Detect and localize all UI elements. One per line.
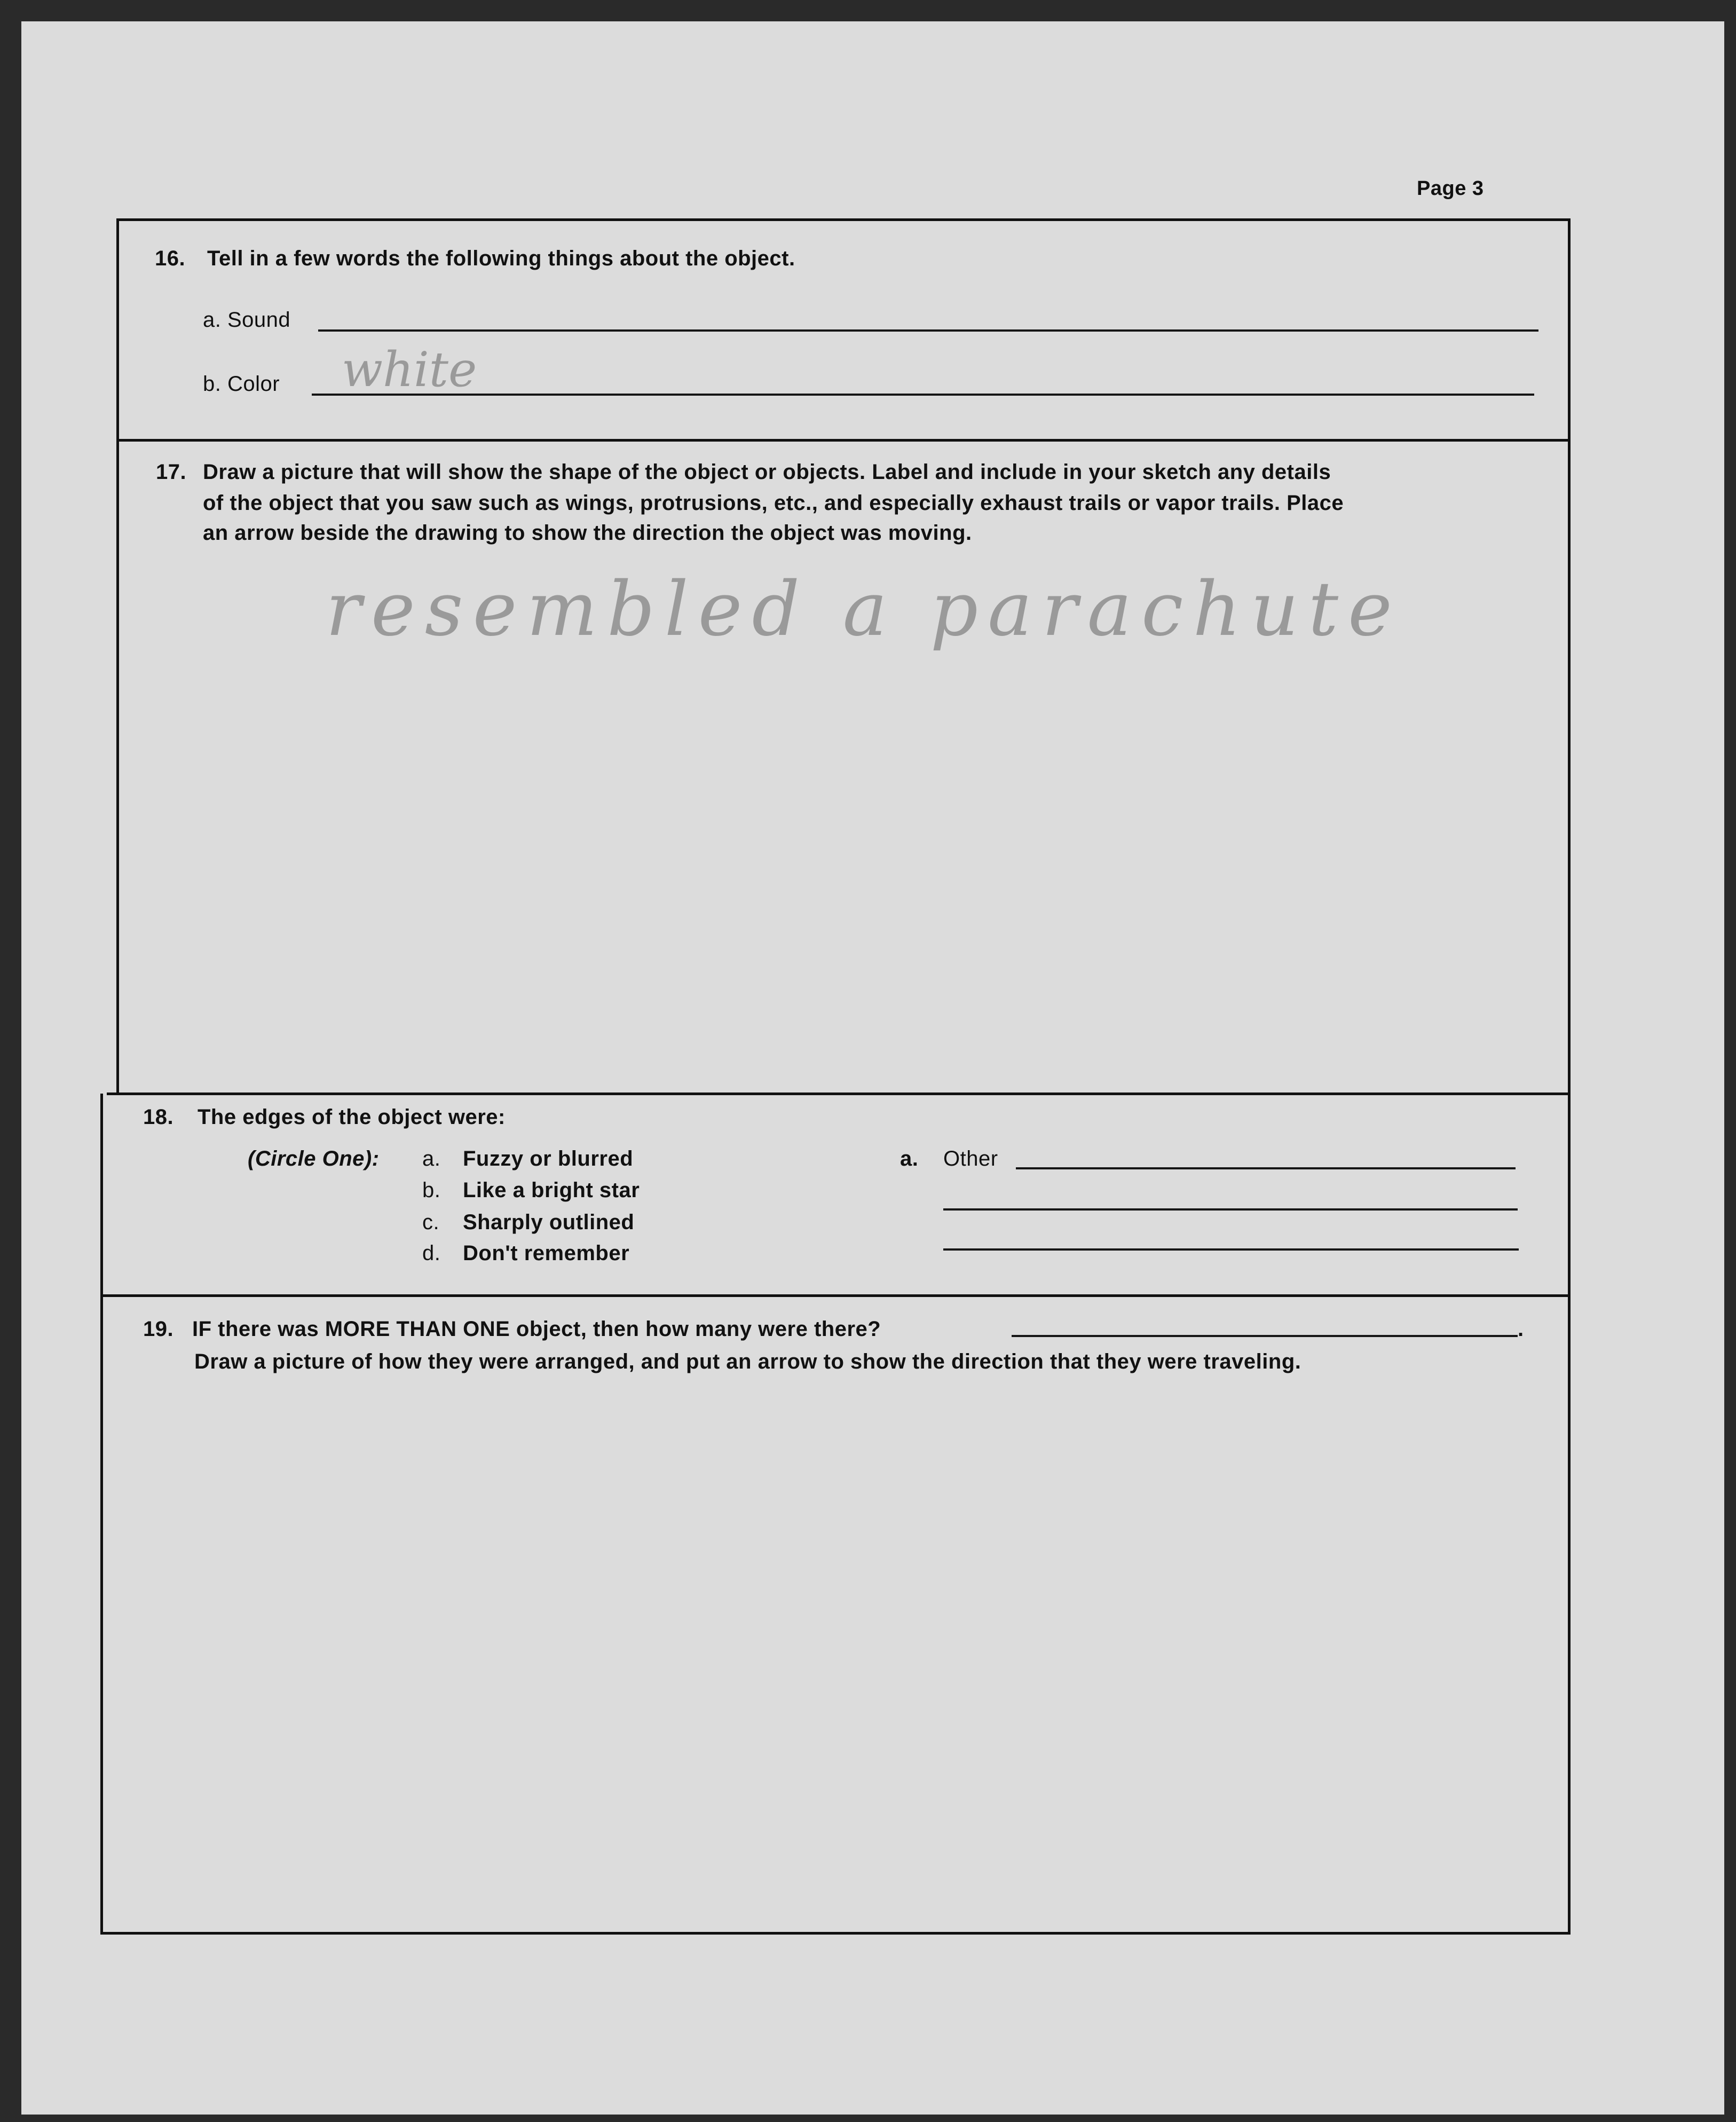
q16-prompt: Tell in a few words the following things about the object.: [207, 247, 795, 270]
q19-line-2: Draw a picture of how they were arranged, and put an arrow to show the direction that they were traveling.: [194, 1350, 1301, 1373]
q19-number: 19.: [143, 1317, 174, 1341]
box-right-border: [1568, 218, 1571, 1934]
q19-line-1-end: .: [1518, 1317, 1524, 1341]
option-label: Fuzzy or blurred: [463, 1147, 634, 1170]
other-letter: a.: [900, 1147, 919, 1170]
option-label: Don't remember: [463, 1241, 630, 1265]
q18-prompt: The edges of the object were:: [198, 1105, 506, 1129]
other-field-1[interactable]: [1016, 1167, 1516, 1169]
box-left-border-lower: [100, 1094, 103, 1934]
option-label: Like a bright star: [463, 1178, 640, 1202]
other-field-2[interactable]: [943, 1208, 1518, 1211]
q16-number: 16.: [155, 247, 186, 270]
sound-field[interactable]: [318, 329, 1538, 332]
q17-handwritten-answer: resembled a parachute: [326, 566, 1402, 653]
box-left-border: [116, 218, 119, 1094]
divider-18-19: [101, 1294, 1571, 1297]
divider-16-17: [116, 439, 1571, 442]
option-letter: a.: [422, 1147, 441, 1170]
other-label: Other: [943, 1147, 998, 1170]
q17-line-2: of the object that you saw such as wings, protrusions, etc., and especially exhaust trails or vapor trails. Place: [203, 491, 1344, 515]
q17-drawing-area[interactable]: [203, 683, 1548, 1079]
q17-number: 17.: [156, 460, 187, 484]
box-top-border: [116, 218, 1571, 221]
option-letter: c.: [422, 1211, 440, 1234]
color-handwritten-value: white: [342, 342, 477, 398]
other-field-3[interactable]: [943, 1248, 1519, 1251]
option-letter: d.: [422, 1241, 441, 1265]
q19-drawing-area[interactable]: [139, 1399, 1548, 1912]
object-count-field[interactable]: [1012, 1335, 1518, 1337]
page-number: Page 3: [1417, 177, 1484, 200]
option-letter: b.: [422, 1178, 441, 1202]
q17-line-3: an arrow beside the drawing to show the direction the object was moving.: [203, 521, 972, 545]
q17-line-1: Draw a picture that will show the shape of the object or objects. Label and include in your sketch any details: [203, 460, 1331, 484]
circle-one-label: (Circle One):: [248, 1147, 380, 1170]
option-label: Sharply outlined: [463, 1211, 635, 1234]
color-label: b. Color: [203, 372, 280, 396]
q19-line-1: IF there was MORE THAN ONE object, then how many were there?: [192, 1317, 881, 1341]
q18-number: 18.: [143, 1105, 174, 1129]
color-field[interactable]: [312, 394, 1534, 396]
box-bottom-border: [100, 1932, 1571, 1935]
sound-label: a. Sound: [203, 308, 291, 332]
divider-17-18: [107, 1093, 1571, 1095]
